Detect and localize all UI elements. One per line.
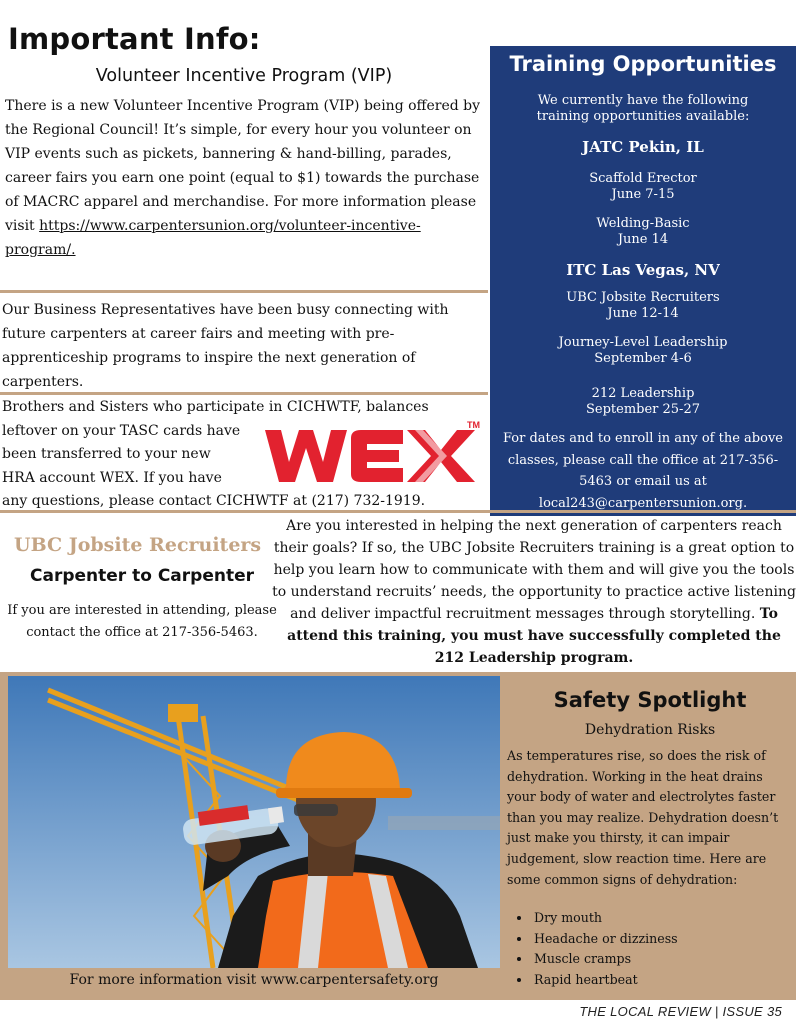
wex-tm: TM xyxy=(467,420,480,430)
hra-line: been transferred to your new xyxy=(2,446,211,462)
hra-line: any questions, please contact CICHWTF at (217) 732-1919. xyxy=(2,493,426,509)
business-reps-text: Our Business Representatives have been busy connecting with future carpenters at career fairs and meeting with pre-apprenticeship programs to inspire the next generation of carpenters. xyxy=(2,302,449,390)
training-course xyxy=(490,386,796,418)
course-name: Journey-Level Leadership xyxy=(558,335,728,350)
training-intro: We currently have the following training opportunities available: xyxy=(536,93,750,124)
ubc-article xyxy=(272,515,796,669)
course-date: September 25-27 xyxy=(585,402,700,417)
dehydration-signs-list xyxy=(518,908,678,990)
training-course xyxy=(490,335,796,367)
enroll-line: For dates and to enroll in any of the above xyxy=(503,431,783,446)
course-date: June 12-14 xyxy=(607,306,679,321)
training-course xyxy=(490,171,796,203)
page-title: Important Info: xyxy=(8,22,261,56)
list-item: • Dry mouth xyxy=(532,908,678,929)
training-course xyxy=(490,290,796,322)
ubc-contact-text: If you are interested in attending, please contact the office at 217-356-5463. xyxy=(7,603,277,640)
training-panel xyxy=(490,46,796,516)
course-name: 212 Leadership xyxy=(591,386,695,401)
list-item: • Muscle cramps xyxy=(532,949,678,970)
ubc-body-text: Are you interested in helping the next generation of carpenters reach their goals? If so, the UBC Jobsite Recruiters training is a great option to help you learn how to communicate with them and will give you the tools to understand recruits’ needs, the opportunity to practice active listening and deliver impactful recruitment messages through storytelling. xyxy=(272,518,796,622)
safety-body-text: As temperatures rise, so does the risk of dehydration. Working in the heat drains your body of water and electrolytes faster than you may realize. Dehydration doesn’t just make you thirsty, it can impair judgement, slow reaction time. Here are some common signs of dehydration: xyxy=(507,748,779,887)
ubc-subheading: Carpenter to Carpenter xyxy=(30,566,254,586)
training-location: ITC Las Vegas, NV xyxy=(566,261,720,279)
list-item: • Rapid heartbeat xyxy=(532,970,678,991)
course-name: Scaffold Erector xyxy=(589,171,697,186)
training-course xyxy=(490,216,796,248)
worker-drinking-photo xyxy=(8,676,500,968)
course-date: September 4-6 xyxy=(594,351,692,366)
section-divider xyxy=(0,510,796,513)
wex-logo xyxy=(263,418,485,490)
course-name: UBC Jobsite Recruiters xyxy=(566,290,720,305)
course-date: June 7-15 xyxy=(611,187,675,202)
vip-link[interactable]: https://www.carpentersunion.org/volunteer-incentive-program/. xyxy=(5,218,421,258)
ubc-heading: UBC Jobsite Recruiters xyxy=(14,534,262,556)
section-divider xyxy=(0,290,488,293)
training-location: JATC Pekin, IL xyxy=(582,138,704,156)
vip-heading: Volunteer Incentive Program (VIP) xyxy=(95,66,393,86)
ubc-body-bold: To attend this training, you must have successfully completed the 212 Leadership program. xyxy=(287,606,781,666)
photo-caption: For more information visit www.carpentersafety.org xyxy=(69,972,439,988)
newsletter-footer: THE LOCAL REVIEW | ISSUE 35 xyxy=(579,1004,782,1019)
section-divider xyxy=(0,392,488,395)
hra-line: HRA account WEX. If you have xyxy=(2,469,222,486)
vip-article xyxy=(5,94,487,262)
training-title: Training Opportunities xyxy=(509,52,777,76)
training-enroll-info xyxy=(490,428,796,514)
safety-title: Safety Spotlight xyxy=(553,688,747,712)
list-item: • Headache or dizziness xyxy=(532,929,678,950)
enroll-line: classes, please call the office at 217-356- xyxy=(507,452,779,468)
safety-subtitle: Dehydration Risks xyxy=(584,722,716,738)
enroll-line: 5463 or email us at xyxy=(579,474,707,489)
hra-line: leftover on your TASC cards have xyxy=(2,422,241,439)
vip-body-text: There is a new Volunteer Incentive Program (VIP) being offered by the Regional Council! It’s simple, for every hour you volunteer on VIP events such as pickets, bannering & hand-billing, parades, career fairs you earn one point (equal to $1) towards the purchase of MACRC apparel and merchandise. For more information please visit xyxy=(5,98,481,234)
course-date: June 14 xyxy=(617,232,669,247)
course-name: Welding-Basic xyxy=(596,216,690,231)
hra-line: Brothers and Sisters who participate in CICHWTF, balances xyxy=(2,399,429,415)
enroll-email[interactable]: local243@carpentersunion.org. xyxy=(538,495,748,511)
